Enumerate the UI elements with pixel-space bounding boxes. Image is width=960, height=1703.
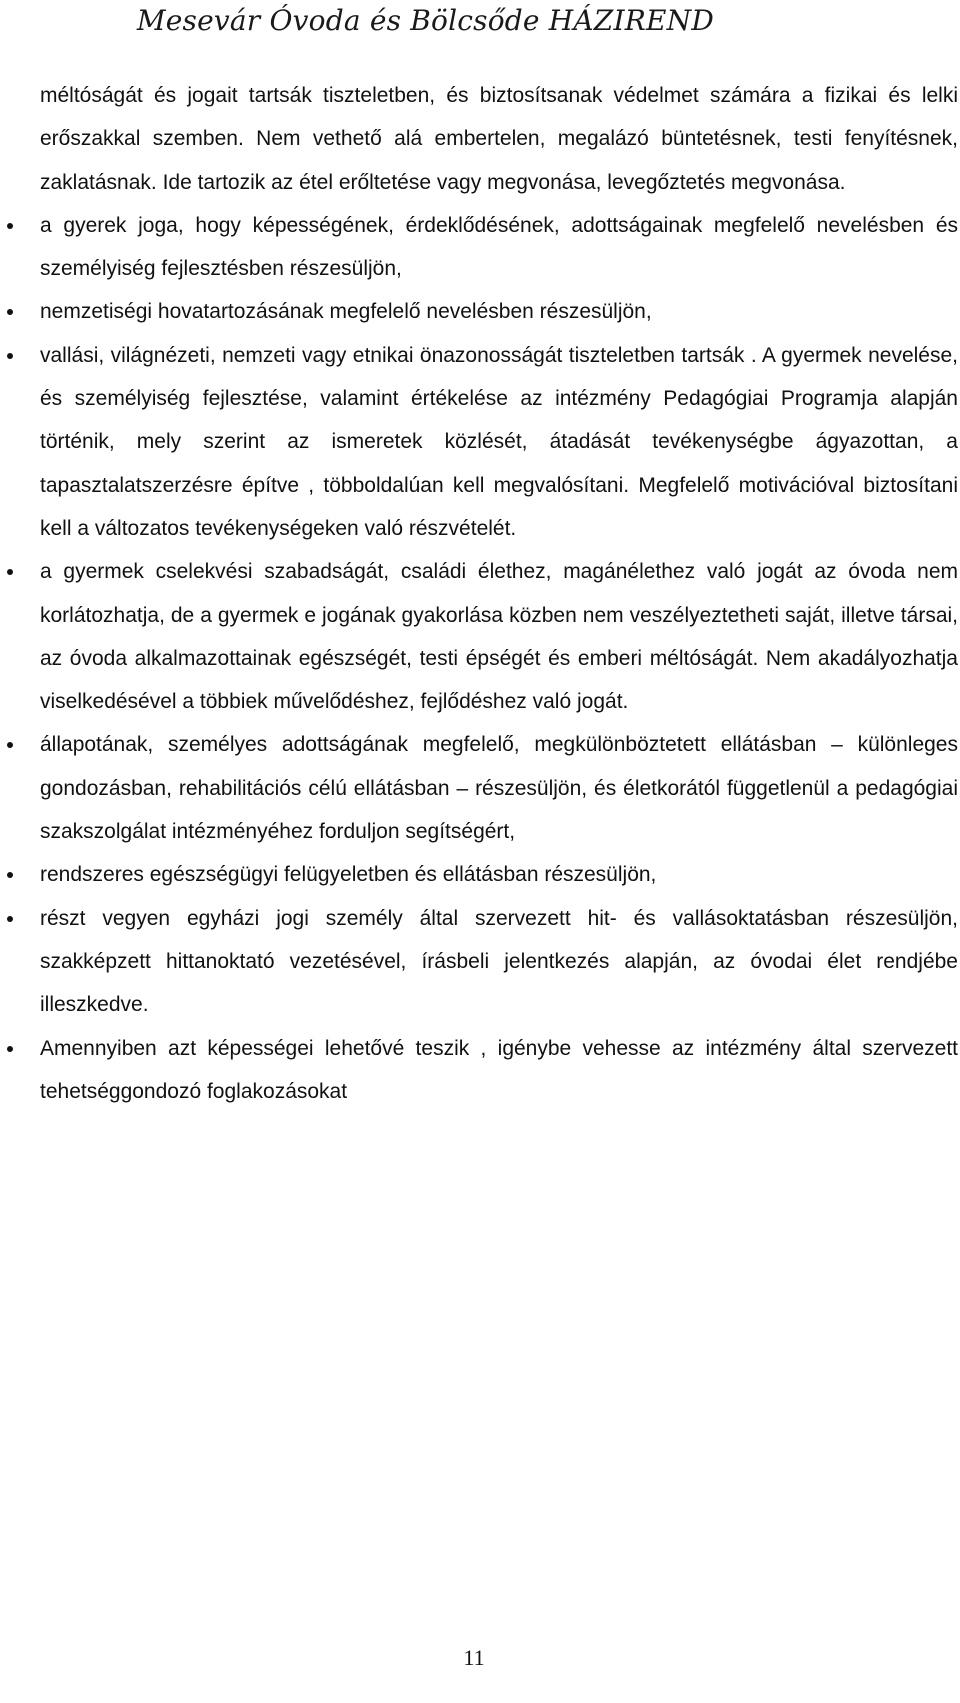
list-item: a gyermek cselekvési szabadságát, családi élethez, magánélethez való jogát az óvoda nem korlátozhatja, de a gyermek e jogának gyakorlása közben nem veszélyeztetheti saját, illetve társai, az óvoda alkalmazottainak egészségét, testi épségét és emberi méltóságát. Nem akadályozhatja viselkedésével a többiek művelődéshez, fejlődéshez való jogát. <box>40 550 958 723</box>
page-number: 11 <box>463 1645 485 1670</box>
list-item: vallási, világnézeti, nemzeti vagy etnikai önazonosságát tiszteletben tartsák . A gyermek nevelése, és személyiség fejlesztése, valamint értékelése az intézmény Pedagógiai Programja alapján történik, mely szerint az ismeretek közlését, átadását tevékenységbe ágyazottan, a tapasztalatszerzésre építve , többoldalúan kell megvalósítani. Megfelelő motivációval biztosítani kell a változatos tevékenységeken való részvételét. <box>40 334 958 550</box>
list-item: Amennyiben azt képességei lehetővé teszik , igénybe vehesse az intézmény által szervezett tehetséggondozó foglakozásokat <box>40 1027 958 1114</box>
list-item: állapotának, személyes adottságának megfelelő, megkülönböztetett ellátásban – különleges gondozásban, rehabilitációs célú ellátásban – részesüljön, és életkorától függetlenül a pedagógiai szakszolgálat intézményéhez forduljon segítségért, <box>40 723 958 853</box>
list-item: részt vegyen egyházi jogi személy által szervezett hit- és vallásoktatásban részesüljön, szakképzett hittanoktató vezetésével, írásbeli jelentkezés alapján, az óvodai élet rendjébe illeszkedve. <box>40 897 958 1027</box>
list-item: a gyerek joga, hogy képességének, érdeklődésének, adottságainak megfelelő nevelésben és személyiség fejlesztésben részesüljön, <box>40 204 958 291</box>
document-body <box>40 74 958 1113</box>
rights-bullet-list <box>40 204 958 1113</box>
list-item: rendszeres egészségügyi felügyeletben és ellátásban részesüljön, <box>40 853 958 896</box>
intro-paragraph: méltóságát és jogait tartsák tiszteletben, és biztosítsanak védelmet számára a fizikai és lelki erőszakkal szemben. Nem vethető alá embertelen, megalázó büntetésnek, testi fenyítésnek, zaklatásnak. Ide tartozik az étel erőltetése vagy megvonása, levegőztetés megvonása. <box>40 84 958 194</box>
document-header-title: Mesevár Óvoda és Bölcsőde HÁZIREND <box>136 4 714 37</box>
list-item: nemzetiségi hovatartozásának megfelelő nevelésben részesüljön, <box>40 290 958 333</box>
